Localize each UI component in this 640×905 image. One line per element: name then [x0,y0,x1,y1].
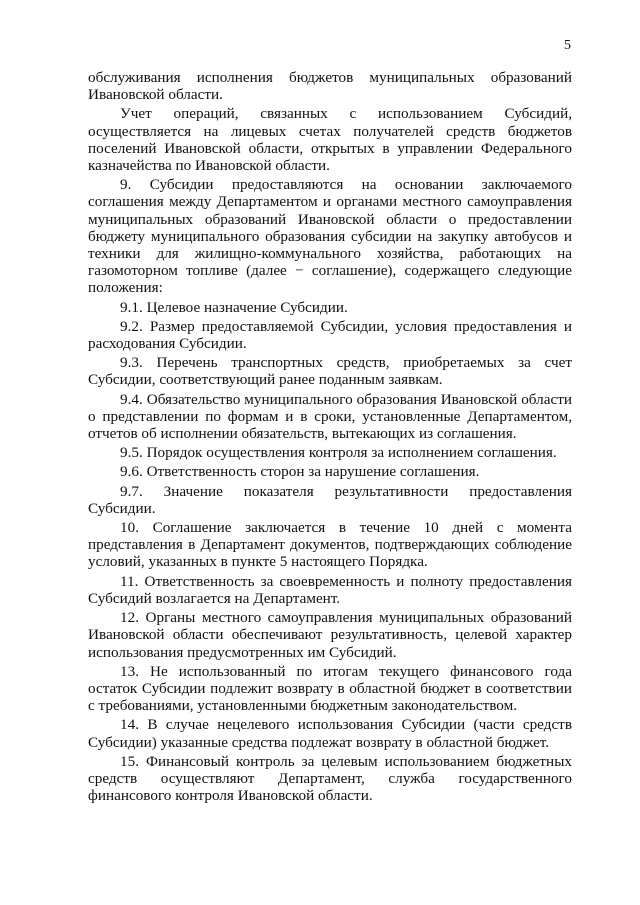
paragraph-11: 11. Ответственность за своевременность и полноту предоставления Субсидий возлагается на Департамент. [88,572,572,607]
paragraph-14: 14. В случае нецелевого использования Субсидии (части средств Субсидии) указанные средства подлежат возврату в областной бюджет. [88,716,572,751]
paragraph-9-7: 9.7. Значение показателя результативности предоставления Субсидии. [88,482,572,517]
paragraph-9-1: 9.1. Целевое назначение Субсидии. [120,298,348,316]
paragraph-12: 12. Органы местного самоуправления муниципальных образований Ивановской области обеспечивают результативность, целевой характер использования предусмотренных им Субсидий. [88,609,572,661]
paragraph-9: 9. Субсидии предоставляются на основании заключаемого соглашения между Департаментом и органами местного самоуправления муниципальных образований Ивановской области о предоставлении бюджету муниципального образования субсидии на закупку автобусов и техники для жилищно-коммунального хозяйства, работающих на газомоторном топливе (далее − соглашение), содержащего следующие положения: [88,176,572,297]
paragraph-continuation: обслуживания исполнения бюджетов муниципальных образований Ивановской области. [88,69,572,104]
paragraph-13: 13. Не использованный по итогам текущего финансового года остаток Субсидии подлежит возврату в областной бюджет в соответствии с требованиями, установленными бюджетным законодательством. [88,662,572,715]
document-body [88,69,572,806]
paragraph-15: 15. Финансовый контроль за целевым использованием бюджетных средств осуществляют Департамент, служба государственного финансового контроля Ивановской области. [88,752,572,805]
paragraph-9-2: 9.2. Размер предоставляемой Субсидии, условия предоставления и расходования Субсидии. [88,317,572,353]
paragraph-9-4: 9.4. Обязательство муниципального образования Ивановской области о представлении по формам и в сроки, установленные Департаментом, отчетов об исполнении обязательств, вытекающих из соглашения. [88,390,572,443]
paragraph-accounting: Учет операций, связанных с использованием Субсидий, осуществляется на лицевых счетах получателей средств бюджетов поселений Ивановской области, открытых в управлении Федерального казначейства по Ивановской области. [88,105,572,175]
paragraph-9-6: 9.6. Ответственность сторон за нарушение соглашения. [120,463,480,481]
paragraph-10: 10. Соглашение заключается в течение 10 дней с момента представления в Департамент документов, подтверждающих соблюдение условий, указанных в пункте 5 настоящего Порядка. [88,519,572,571]
page-number: 5 [564,38,571,53]
paragraph-9-5: 9.5. Порядок осуществления контроля за исполнением соглашения. [120,444,557,462]
paragraph-9-3: 9.3. Перечень транспортных средств, приобретаемых за счет Субсидии, соответствующий ранее поданным заявкам. [88,354,572,389]
